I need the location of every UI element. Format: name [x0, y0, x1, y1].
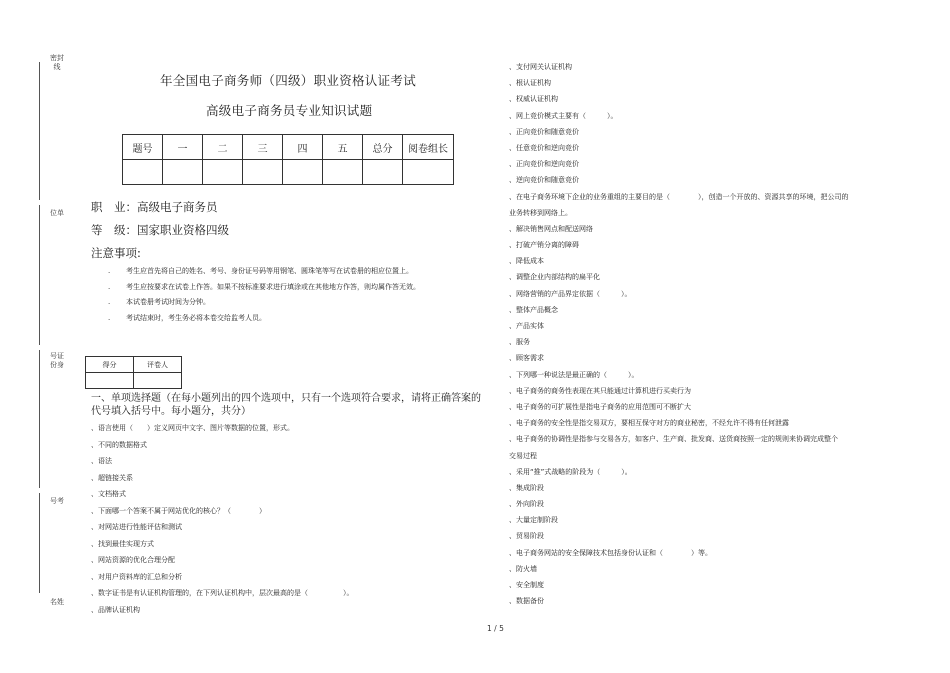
question-line: 、整体产品概念 [509, 305, 558, 314]
question-line: 、顾客需求 [509, 354, 544, 363]
question-line: 、不同的数据格式 [91, 440, 147, 449]
margin-id-no: 号证份身 [50, 352, 64, 369]
question-line: 、数据备份 [509, 597, 544, 606]
score-value-cell [283, 160, 323, 185]
grader-table [85, 356, 182, 389]
question-line: 、电子商务的安全性是指交易双方，要相互保守对方的商业秘密，不经允许不得有任何泄露 [509, 419, 789, 428]
question-line: 业务转移到网络上。 [509, 208, 572, 217]
margin-name: 名姓 [50, 598, 64, 606]
question-line: 、集成阶段 [509, 483, 544, 492]
score-value-cell [203, 160, 243, 185]
question-line: 、数字证书是有认证机构管理的，在下列认证机构中，层次最高的是（ ）。 [91, 589, 354, 597]
exam-title: 年全国电子商务师（四级）职业资格认证考试 [160, 73, 417, 88]
note-item: . 本试卷册考试时间为分钟。 [108, 298, 210, 306]
question-line: 、品牌认证机构 [91, 605, 140, 614]
score-header-cell: 一 [163, 135, 203, 160]
question-line: 、对网站进行性能评估和测试 [91, 523, 182, 531]
question-line: 、防火墙 [509, 564, 537, 573]
seal-line-segment [39, 62, 40, 200]
grader-table-header-row [86, 357, 182, 373]
question-line: 、外向阶段 [509, 500, 544, 509]
question-line: 、逆向竞价和随意竞价 [509, 176, 579, 185]
level-line: 等 级：国家职业资格四级 [91, 223, 229, 237]
page-number: 1 / 5 [487, 624, 504, 633]
question-line: 、电子商务的可扩展性是指电子商务的应用范围可不断扩大 [509, 402, 691, 411]
score-value-cell [323, 160, 363, 185]
score-value-cell [163, 160, 203, 185]
score-header-cell: 三 [243, 135, 283, 160]
notes-list [108, 264, 420, 326]
notes-title: 注意事项: [91, 246, 141, 260]
question-line: 、下面哪一个答案不属于网站优化的核心？（ ） [91, 506, 266, 515]
grader-value-cell [134, 373, 182, 389]
score-header-cell: 二 [203, 135, 243, 160]
note-item: . 考生应按要求在试卷上作答。如果不按标准要求进行填涂或在其他地方作答，则均属作答无效。 [108, 282, 420, 291]
question-line: 、贸易阶段 [509, 532, 544, 541]
question-line: 、文档格式 [91, 490, 126, 498]
question-line: 、权威认证机构 [509, 95, 558, 104]
question-line: 、网站资源的优化合理分配 [91, 556, 175, 564]
seal-line-segment [39, 205, 40, 345]
question-line: 、找到最佳实现方式 [91, 539, 154, 548]
grader-value-cell [86, 373, 134, 389]
note-item: . 考试结束时，考生务必将本卷交给监考人员。 [108, 313, 266, 322]
question-line: 、任意竞价和逆向竞价 [509, 143, 579, 152]
score-value-cell [123, 160, 163, 185]
grader-table-value-row [86, 373, 182, 389]
right-question-list [509, 59, 849, 609]
question-line: 、支付网关认证机构 [509, 63, 572, 71]
question-line: 、服务 [509, 338, 530, 347]
left-question-list [91, 420, 354, 618]
score-header-cell: 四 [283, 135, 323, 160]
score-table-value-row [123, 160, 454, 185]
question-line: 、正向竞价和随意竞价 [509, 127, 579, 136]
question-line: 、根认证机构 [509, 79, 551, 88]
question-line: 、语法 [91, 457, 112, 465]
score-value-cell [243, 160, 283, 185]
question-line: 、语言使用（ ）定义网页中文字、图片等数据的位置，形式。 [91, 424, 294, 432]
grader-header-cell: 评卷人 [134, 357, 182, 373]
question-line: 、降低成本 [509, 257, 544, 266]
score-header-cell: 阅卷组长 [403, 135, 454, 160]
question-line: 、网络营销的产品界定依据（ ）。 [509, 289, 632, 298]
question-line: 、网上竞价模式主要有（ ）。 [509, 111, 618, 120]
question-line: 、正向竞价和逆向竞价 [509, 160, 579, 169]
question-line: 、电子商务的协调性是指参与交易各方，如客户、生产商、批发商、送货商按照一定的规则来协调完成整个 [509, 435, 838, 444]
score-header-cell: 题号 [123, 135, 163, 160]
question-line: 交易过程 [509, 451, 537, 460]
margin-seal-line: 密封线 [50, 54, 64, 71]
question-line: 、安全制度 [509, 581, 544, 589]
question-line: 、采用“推”式战略的阶段为（ ）。 [509, 467, 632, 476]
score-header-cell: 总分 [363, 135, 403, 160]
score-table [122, 134, 454, 185]
score-value-cell [363, 160, 403, 185]
note-item: . 考生应首先将自己的姓名、考号、身份证号码等用钢笔、圆珠笔等写在试卷册的相应位置上。 [108, 267, 413, 275]
question-line: 、大量定制阶段 [509, 516, 558, 525]
question-line: 、下列哪一种说法是最正确的（ ）。 [509, 370, 639, 379]
question-line: 、电子商务网站的安全保障技术包括身份认证和（ ）等。 [509, 548, 712, 557]
margin-exam-no: 号考 [50, 497, 64, 505]
question-line: 、解决销售网点和配送网络 [509, 224, 593, 233]
exam-subtitle: 高级电子商务员专业知识试题 [206, 103, 373, 118]
score-value-cell [403, 160, 454, 185]
question-line: 、对用户资料库的汇总和分析 [91, 572, 182, 581]
grader-header-cell: 得分 [86, 357, 134, 373]
section-heading: 一、单项选择题（在每小题列出的四个选项中，只有一个选项符合要求，请将正确答案的代号填入括号中。每小题分，共分） [91, 393, 481, 417]
occupation-line: 职 业：高级电子商务员 [91, 200, 218, 214]
question-line: 、在电子商务环境下企业的业务重组的主要目的是（ ），创造一个开放的、资源共享的环境，把公司的 [509, 192, 849, 201]
question-line: 、打破产销分离的障碍 [509, 241, 579, 250]
score-table-header-row [123, 135, 454, 160]
question-line: 、超链接关系 [91, 473, 133, 482]
score-header-cell: 五 [323, 135, 363, 160]
seal-line-segment [39, 350, 40, 488]
question-line: 、电子商务的商务性表现在其只能通过计算机进行买卖行为 [509, 386, 691, 395]
question-line: 、产品实体 [509, 322, 544, 330]
seal-line-segment [39, 493, 40, 593]
margin-unit: 位单 [50, 209, 64, 217]
question-line: 、调整企业内部结构的扁平化 [509, 273, 600, 282]
